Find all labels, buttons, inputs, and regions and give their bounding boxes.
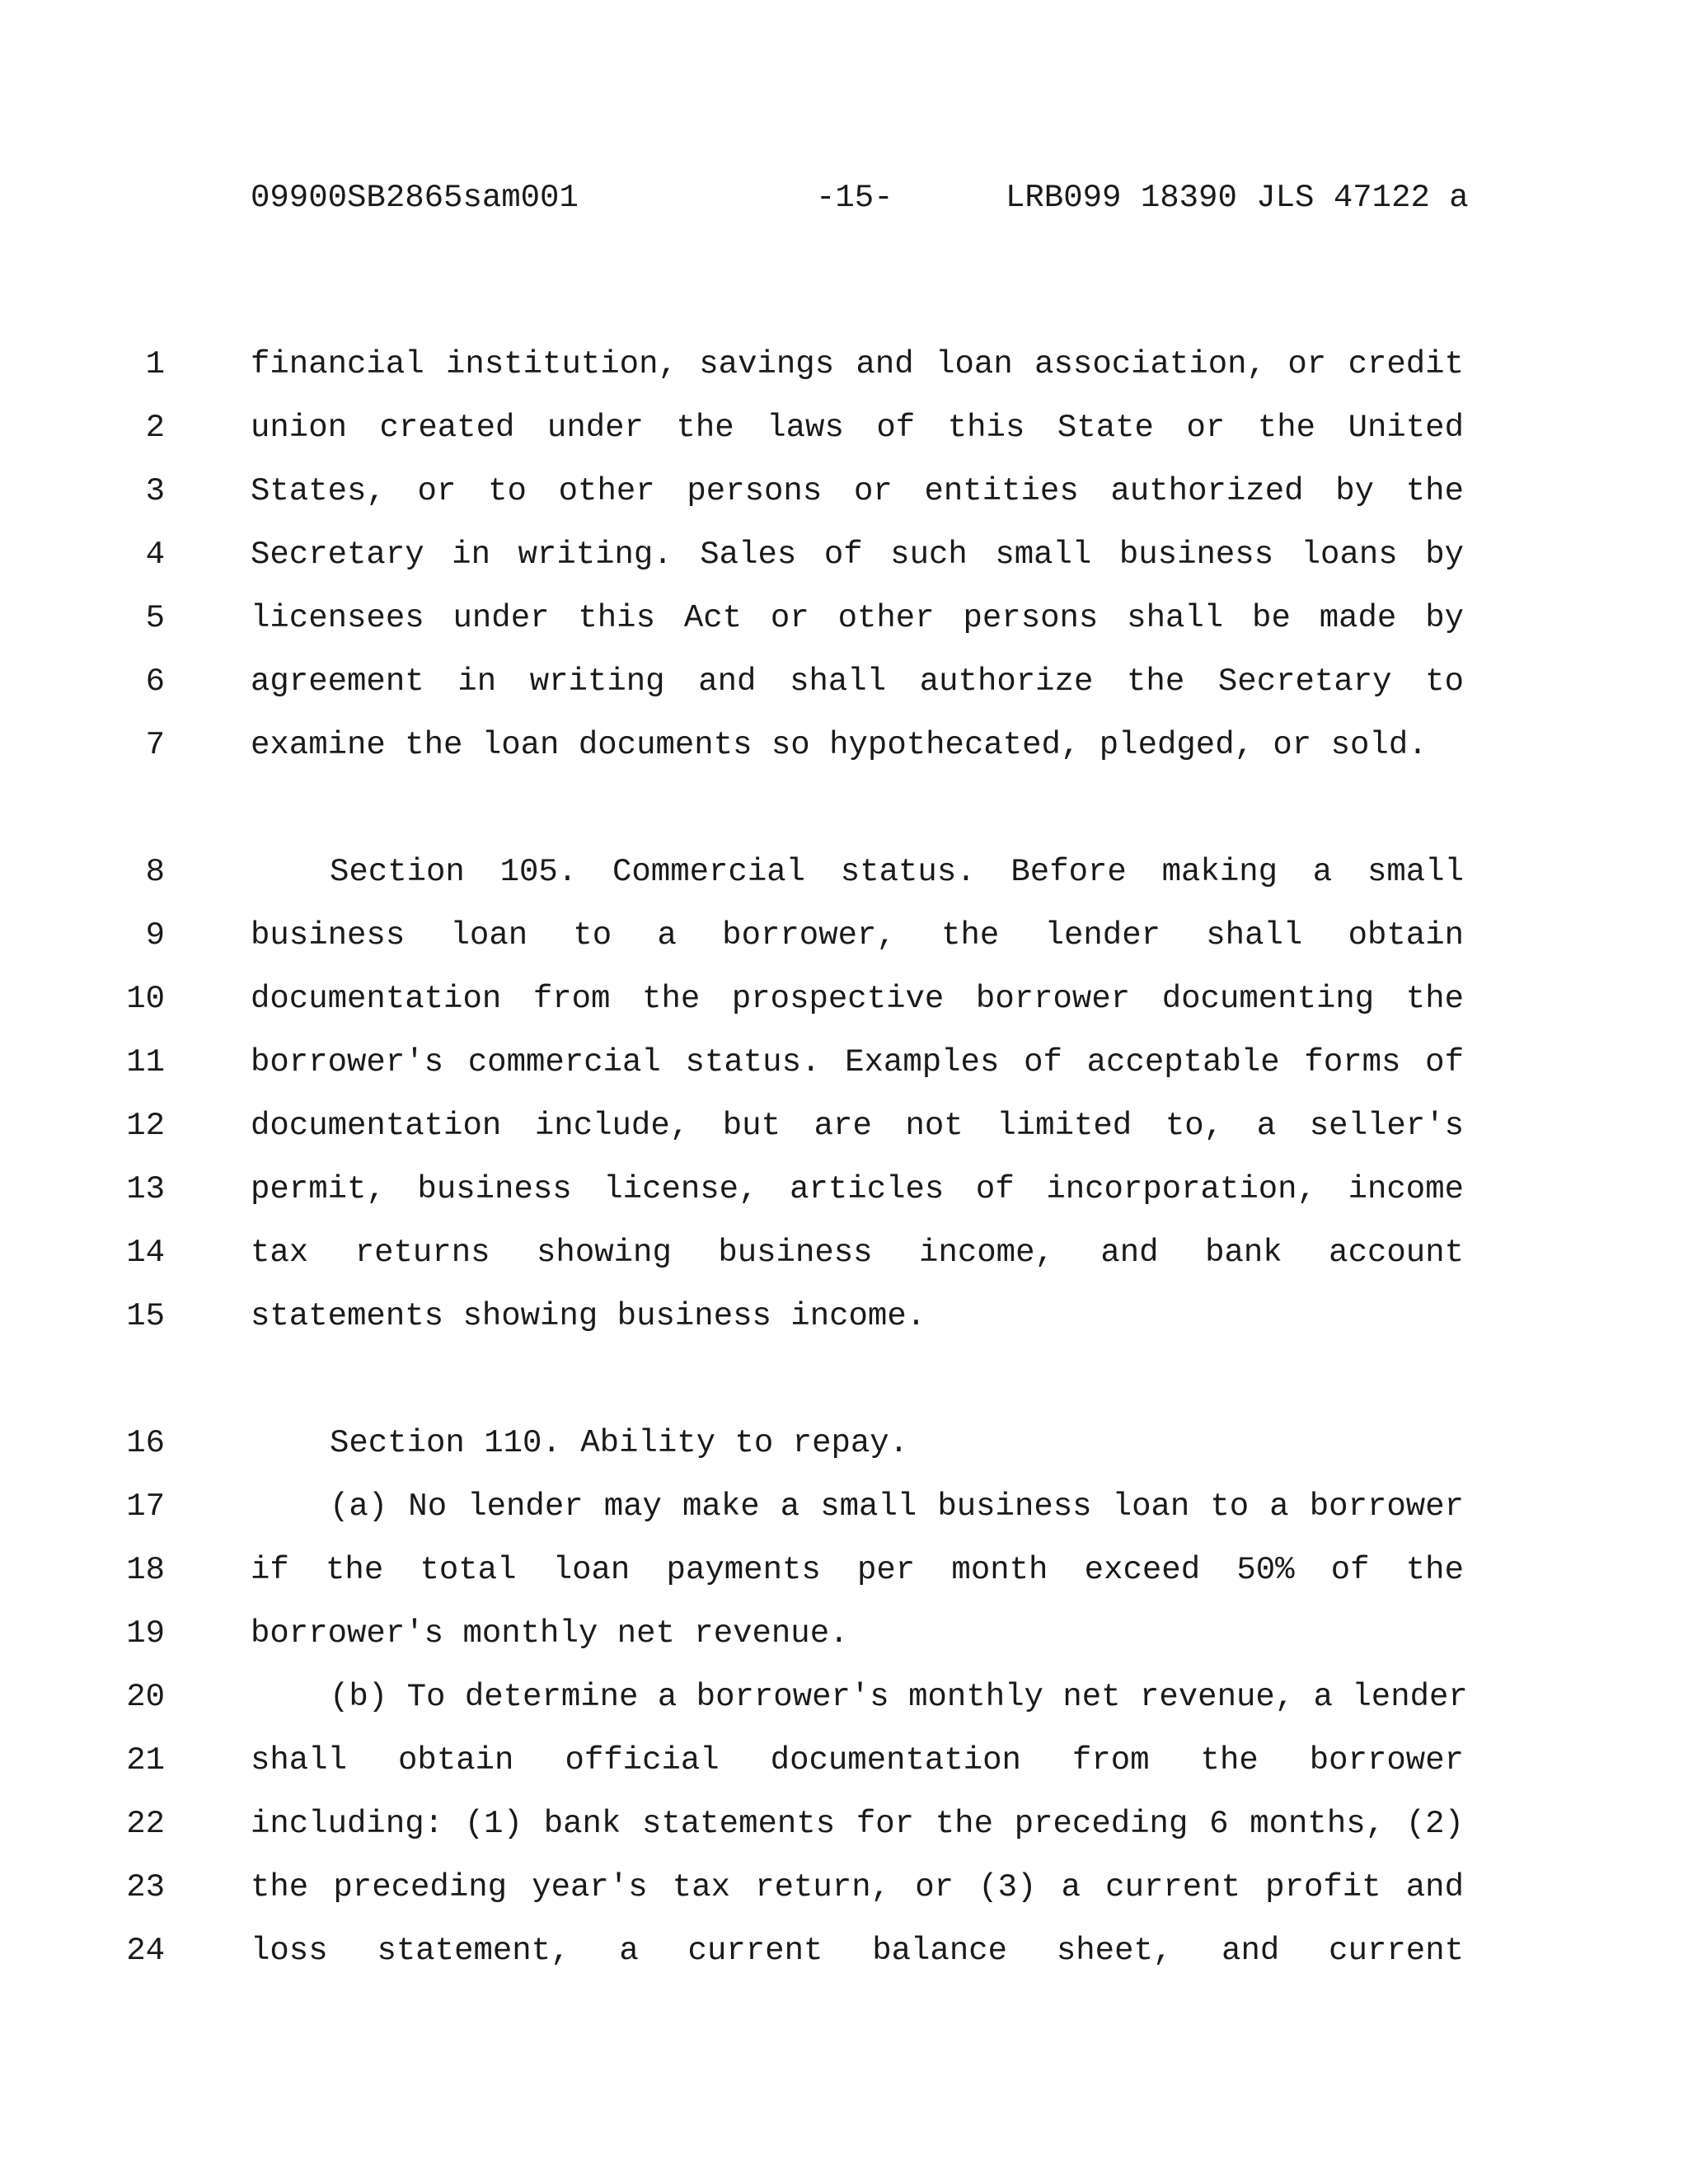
line-number: 22 (126, 1806, 165, 1842)
line-22 (0, 1799, 1688, 1849)
line-text: shall obtain official documentation from the borrower (251, 1742, 1464, 1779)
line-number: 15 (126, 1298, 165, 1334)
section-heading: Section 110. Ability to repay. (330, 1425, 909, 1461)
line-number: 9 (145, 917, 165, 954)
line-text: financial institution, savings and loan association, or credit (251, 346, 1464, 382)
line-text: borrower's commercial status. Examples of acceptable forms of (251, 1044, 1464, 1080)
line-18 (0, 1545, 1688, 1595)
line-text: loss statement, a current balance sheet, and current (251, 1933, 1464, 1969)
line-10 (0, 974, 1688, 1024)
line-19 (0, 1609, 1688, 1658)
line-number: 20 (126, 1679, 165, 1715)
line-11 (0, 1038, 1688, 1087)
line-text: States, or to other persons or entities authorized by the (251, 473, 1464, 509)
line-2 (0, 403, 1688, 452)
line-3 (0, 466, 1688, 516)
line-number: 3 (145, 473, 165, 509)
line-8 (0, 847, 1688, 897)
line-13 (0, 1165, 1688, 1214)
line-text: statements showing business income. (251, 1298, 926, 1334)
line-number: 16 (126, 1425, 165, 1461)
line-text: licensees under this Act or other persons shall be made by (251, 600, 1464, 636)
line-24 (0, 1926, 1688, 1975)
line-number: 17 (126, 1488, 165, 1525)
line-20 (0, 1672, 1688, 1722)
line-7 (0, 720, 1688, 770)
page-number: -15- (816, 180, 893, 216)
line-number: 24 (126, 1933, 165, 1969)
line-5 (0, 593, 1688, 643)
line-1 (0, 340, 1688, 389)
line-number: 14 (126, 1235, 165, 1271)
line-text: including: (1) bank statements for the preceding 6 months, (2) (251, 1806, 1464, 1842)
line-text: business loan to a borrower, the lender shall obtain (251, 917, 1464, 954)
line-number: 12 (126, 1108, 165, 1144)
line-text: the preceding year's tax return, or (3) a current profit and (251, 1869, 1464, 1905)
line-9 (0, 911, 1688, 960)
line-6 (0, 657, 1688, 706)
line-text: if the total loan payments per month exceed 50% of the (251, 1552, 1464, 1588)
line-16 (0, 1418, 1688, 1468)
line-text: documentation from the prospective borrower documenting the (251, 981, 1464, 1017)
line-text: union created under the laws of this State or the United (251, 410, 1464, 446)
line-number: 19 (126, 1615, 165, 1652)
line-number: 13 (126, 1171, 165, 1207)
line-text: Secretary in writing. Sales of such small business loans by (251, 537, 1464, 573)
line-number: 7 (145, 727, 165, 763)
line-number: 10 (126, 981, 165, 1017)
line-text: agreement in writing and shall authorize the Secretary to (251, 663, 1464, 700)
line-text: examine the loan documents so hypothecated, pledged, or sold. (251, 727, 1428, 763)
lrb-code: LRB099 18390 JLS 47122 a (1006, 180, 1469, 216)
line-text: permit, business license, articles of incorporation, income (251, 1171, 1464, 1207)
line-23 (0, 1863, 1688, 1912)
line-number: 8 (145, 854, 165, 890)
line-17 (0, 1482, 1688, 1531)
line-number: 6 (145, 663, 165, 700)
line-number: 18 (126, 1552, 165, 1588)
line-text: (b) To determine a borrower's monthly net revenue, a lender (330, 1679, 1468, 1715)
line-number: 11 (126, 1044, 165, 1080)
page-header (0, 173, 1688, 223)
line-number: 2 (145, 410, 165, 446)
bill-number: 09900SB2865sam001 (251, 180, 579, 216)
line-text: documentation include, but are not limited to, a seller's (251, 1108, 1464, 1144)
line-number: 21 (126, 1742, 165, 1779)
section-heading: Section 105. Commercial status. Before making a small (330, 854, 1464, 890)
line-number: 5 (145, 600, 165, 636)
line-number: 23 (126, 1869, 165, 1905)
line-12 (0, 1101, 1688, 1151)
line-4 (0, 530, 1688, 579)
line-21 (0, 1736, 1688, 1785)
line-number: 1 (145, 346, 165, 382)
line-text: borrower's monthly net revenue. (251, 1615, 849, 1652)
line-15 (0, 1291, 1688, 1341)
line-number: 4 (145, 537, 165, 573)
line-text: (a) No lender may make a small business loan to a borrower (330, 1488, 1464, 1525)
line-14 (0, 1228, 1688, 1277)
line-text: tax returns showing business income, and bank account (251, 1235, 1464, 1271)
